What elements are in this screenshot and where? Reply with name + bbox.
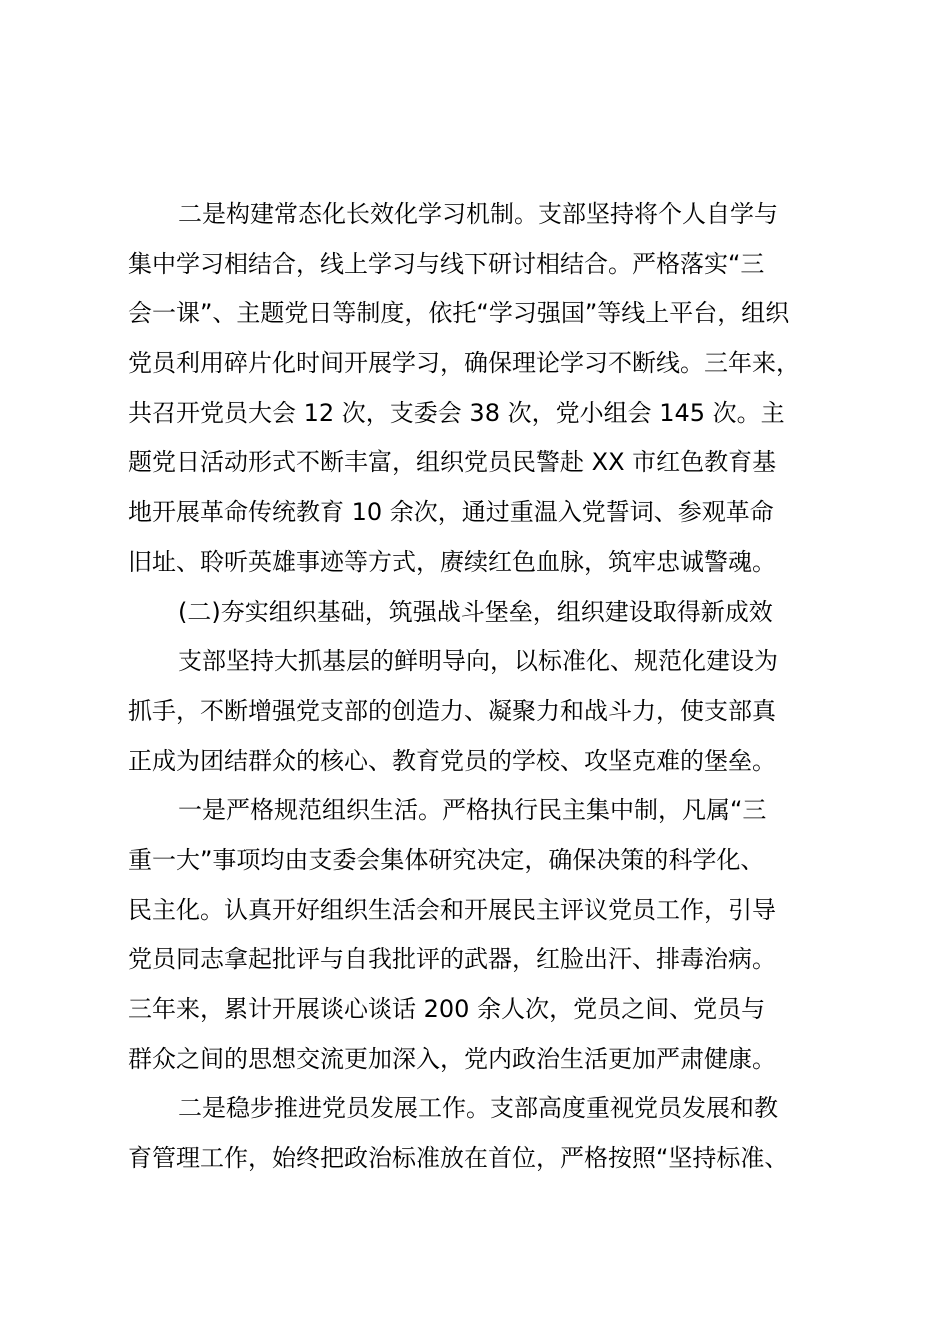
text-line: 重一大”事项均由支委会集体研究决定，确保决策的科学化、	[128, 845, 765, 874]
section-heading: (二)夯实组织基础，筑强战斗堡垒，组织建设取得新成效	[178, 597, 773, 626]
text-line: 育管理工作，始终把政治标准放在首位，严格按照“坚持标准、	[128, 1144, 789, 1173]
text-line: 正成为团结群众的核心、教育党员的学校、攻坚克难的堡垒。	[128, 746, 776, 775]
text-line: 会一课”、主题党日等制度，依托“学习强国”等线上平台，组织	[128, 299, 790, 328]
text-line: 抓手，不断增强党支部的创造力、凝聚力和战斗力，使支部真	[128, 696, 776, 725]
text-line: 旧址、聆听英雄事迹等方式，赓续红色血脉，筑牢忠诚警魂。	[128, 547, 776, 576]
text-line: 二是稳步推进党员发展工作。支部高度重视党员发展和教	[178, 1094, 778, 1123]
text-line: 题党日活动形式不断丰富，组织党员民警赴 XX 市红色教育基	[128, 448, 777, 477]
text-line: 群众之间的思想交流更加深入，党内政治生活更加严肃健康。	[128, 1044, 776, 1073]
text-line: 民主化。认真开好组织生活会和开展民主评议党员工作，引导	[128, 895, 776, 924]
text-line: 共召开党员大会 12 次，支委会 38 次，党小组会 145 次。主	[128, 398, 785, 427]
text-line: 支部坚持大抓基层的鲜明导向，以标准化、规范化建设为	[178, 647, 778, 676]
text-line: 一是严格规范组织生活。严格执行民主集中制，凡属“三	[178, 796, 767, 825]
text-line: 集中学习相结合，线上学习与线下研讨相结合。严格落实“三	[128, 249, 765, 278]
text-line: 三年来，累计开展谈心谈话 200 余人次，党员之间、党员与	[128, 995, 766, 1023]
text-line: 地开展革命传统教育 10 余次，通过重温入党誓词、参观革命	[128, 498, 774, 527]
body-text	[128, 190, 848, 1184]
text-line: 党员同志拿起批评与自我批评的武器，红脸出汗、排毒治病。	[128, 945, 776, 974]
text-line: 党员利用碎片化时间开展学习，确保理论学习不断线。三年来，	[128, 349, 800, 378]
text-line: 二是构建常态化长效化学习机制。支部坚持将个人自学与	[178, 200, 778, 228]
